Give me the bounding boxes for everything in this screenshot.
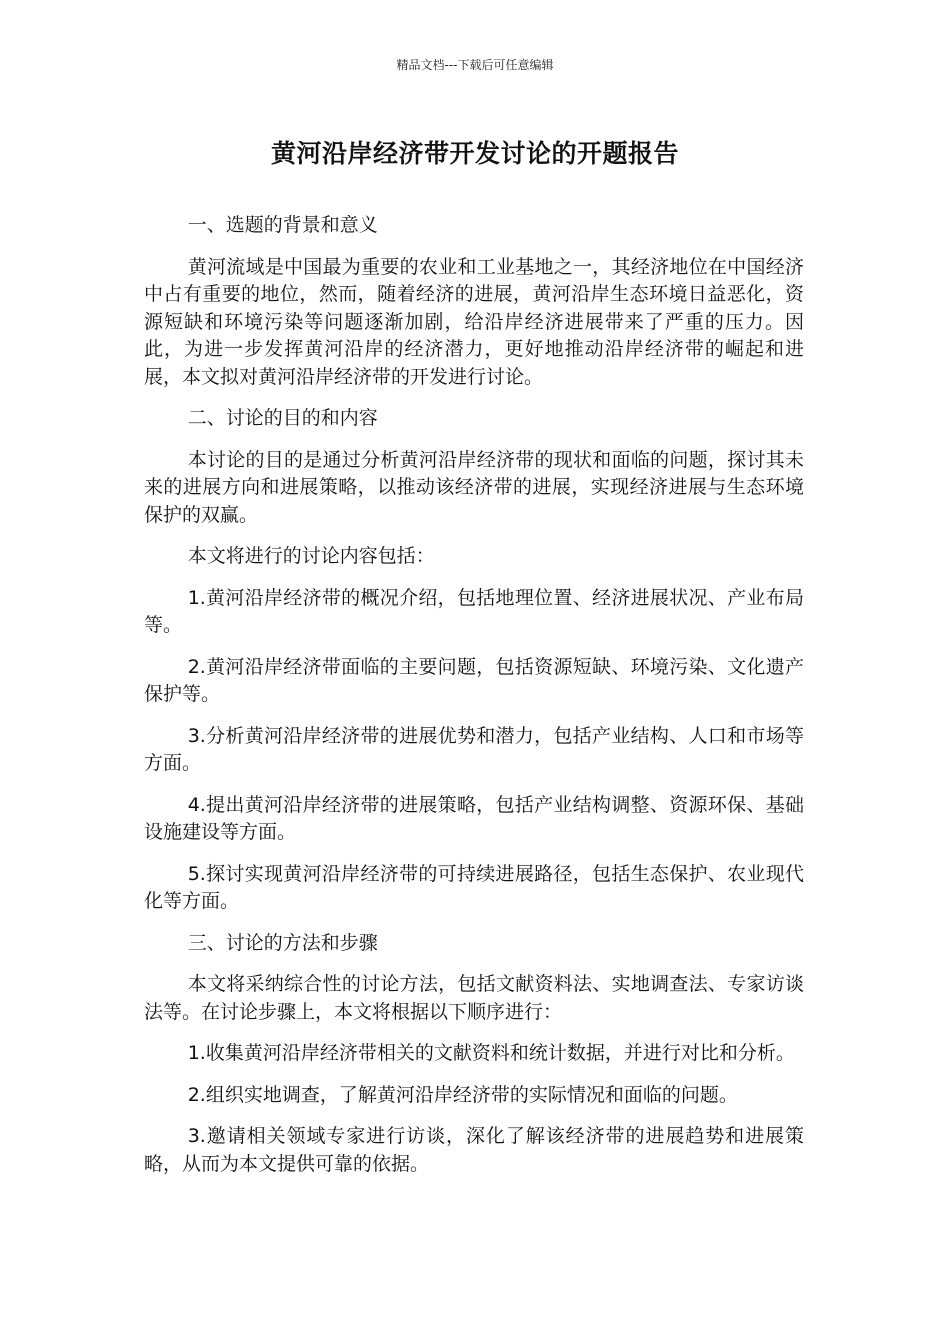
section-heading-background: 一、选题的背景和意义 — [187, 214, 378, 236]
paragraph-method: 本文将采纳综合性的讨论方法，包括文献资料法、实地调查法、专家访谈法等。在讨论步骤上，本文将根据以下顺序进行： — [144, 973, 804, 1023]
document-body — [144, 212, 804, 1192]
page-header: 精品文档---下载后可任意编辑 — [396, 58, 554, 72]
list-item-content-2: 2.黄河沿岸经济带面临的主要问题，包括资源短缺、环境污染、文化遗产保护等。 — [144, 655, 804, 705]
paragraph-background: 黄河流域是中国最为重要的农业和工业基地之一，其经济地位在中国经济中占有重要的地位，然而，随着经济的进展，黄河沿岸生态环境日益恶化，资源短缺和环境污染等问题逐渐加剧，给沿岸经济进展带来了严重的压力。因此，为进一步发挥黄河沿岸的经济潜力，更好地推动沿岸经济带的崛起和进展，本文拟对黄河沿岸经济带的开发进行讨论。 — [144, 255, 804, 388]
document-title: 黄河沿岸经济带开发讨论的开题报告 — [270, 139, 679, 168]
paragraph-content-intro: 本文将进行的讨论内容包括： — [187, 545, 435, 567]
list-item-content-4: 4.提出黄河沿岸经济带的进展策略，包括产业结构调整、资源环保、基础设施建设等方面。 — [144, 793, 804, 843]
list-item-step-3: 3.邀请相关领域专家进行访谈，深化了解该经济带的进展趋势和进展策略，从而为本文提供可靠的依据。 — [144, 1125, 804, 1175]
section-heading-purpose: 二、讨论的目的和内容 — [187, 407, 378, 429]
section-heading-method: 三、讨论的方法和步骤 — [187, 931, 378, 954]
list-item-step-2: 2.组织实地调查，了解黄河沿岸经济带的实际情况和面临的问题。 — [187, 1083, 738, 1106]
list-item-content-1: 1.黄河沿岸经济带的概况介绍，包括地理位置、经济进展状况、产业布局等。 — [144, 586, 804, 636]
list-item-content-3: 3.分析黄河沿岸经济带的进展优势和潜力，包括产业结构、人口和市场等方面。 — [144, 724, 804, 774]
list-item-step-1: 1.收集黄河沿岸经济带相关的文献资料和统计数据，并进行对比和分析。 — [187, 1042, 795, 1064]
paragraph-purpose: 本讨论的目的是通过分析黄河沿岸经济带的现状和面临的问题，探讨其未来的进展方向和进展策略，以推动该经济带的进展，实现经济进展与生态环境保护的双赢。 — [144, 448, 804, 526]
list-item-content-5: 5.探讨实现黄河沿岸经济带的可持续进展路径，包括生态保护、农业现代化等方面。 — [144, 862, 804, 912]
